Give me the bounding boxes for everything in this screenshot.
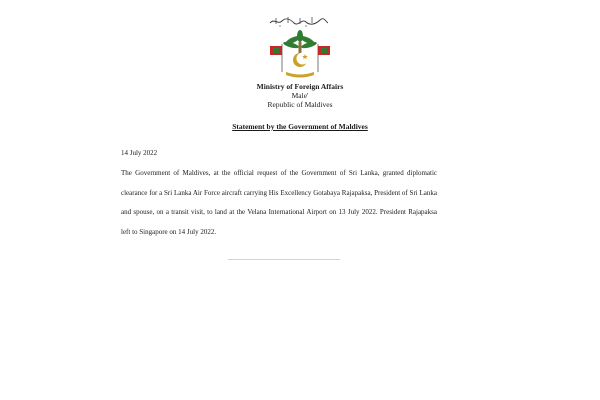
letterhead	[200, 82, 400, 109]
city-name: Male'	[291, 91, 309, 100]
maldives-emblem-icon	[260, 30, 340, 80]
ministry-name: Ministry of Foreign Affairs	[256, 82, 344, 91]
statement-title: Statement by the Government of Maldives	[232, 122, 368, 131]
bismillah-calligraphy-icon	[266, 14, 330, 28]
statement-body: The Government of Maldives, at the official request of the Government of Sri Lanka, granted diplomatic clearance for a Sri Lanka Air Force aircraft carrying His Excellency Gotabaya Rajapaksa, President of Sri Lanka and spouse, on a transit visit, to land at the Velana International Airport on 13 July 2022. President Rajapaksa left to Singapore on 14 July 2022.	[121, 169, 437, 236]
page-divider	[228, 259, 340, 260]
country-name: Republic of Maldives	[267, 100, 333, 109]
statement-date: 14 July 2022	[121, 149, 158, 157]
